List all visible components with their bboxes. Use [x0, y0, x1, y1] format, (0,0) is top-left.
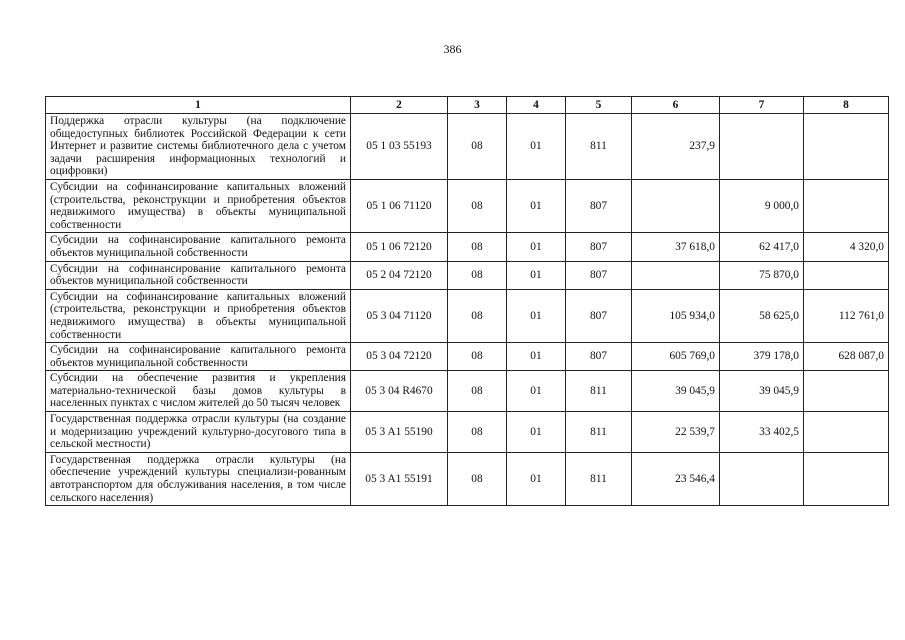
row-description: Субсидии на софинансирование капитального ремонта объектов муниципальной собственности	[46, 233, 351, 261]
row-code: 05 3 A1 55191	[351, 452, 448, 505]
row-value-8: 4 320,0	[804, 233, 889, 261]
row-section: 08	[448, 114, 507, 180]
row-code: 05 1 06 72120	[351, 233, 448, 261]
row-expense-type: 811	[566, 452, 632, 505]
table-row	[46, 412, 889, 453]
row-value-8: 112 761,0	[804, 289, 889, 342]
row-subsection: 01	[507, 233, 566, 261]
row-expense-type: 811	[566, 371, 632, 412]
row-value-6	[632, 261, 720, 289]
row-value-8	[804, 371, 889, 412]
page-number: 386	[443, 42, 462, 56]
row-value-6: 605 769,0	[632, 343, 720, 371]
row-expense-type: 807	[566, 233, 632, 261]
row-value-7: 39 045,9	[720, 371, 804, 412]
row-code: 05 2 04 72120	[351, 261, 448, 289]
row-value-8	[804, 261, 889, 289]
row-description: Субсидии на софинансирование капитального ремонта объектов муниципальной собственности	[46, 343, 351, 371]
row-description: Поддержка отрасли культуры (на подключение общедоступных библиотек Российской Федерации к сети Интернет и развитие системы библиотечного дела с учетом задачи расширения информационных технологий и оцифровки)	[46, 114, 351, 180]
table-row	[46, 371, 889, 412]
row-section: 08	[448, 452, 507, 505]
row-section: 08	[448, 371, 507, 412]
row-value-6: 23 546,4	[632, 452, 720, 505]
row-code: 05 1 06 71120	[351, 179, 448, 232]
row-code: 05 3 04 72120	[351, 343, 448, 371]
row-section: 08	[448, 412, 507, 453]
header-cell: 6	[632, 97, 720, 114]
row-description: Государственная поддержка отрасли культуры (на обеспечение учреждений культуры специализи-рованным автотранспортом для обслуживания населения, в том числе сельского населения)	[46, 452, 351, 505]
row-value-6: 39 045,9	[632, 371, 720, 412]
row-value-7: 62 417,0	[720, 233, 804, 261]
row-expense-type: 807	[566, 343, 632, 371]
row-expense-type: 807	[566, 179, 632, 232]
header-cell: 8	[804, 97, 889, 114]
row-description: Субсидии на софинансирование капитальных вложений (строительства, реконструкции и приобретения объектов недвижимого имущества) в объекты муниципальной собственности	[46, 289, 351, 342]
row-section: 08	[448, 289, 507, 342]
row-value-7: 9 000,0	[720, 179, 804, 232]
row-value-6: 105 934,0	[632, 289, 720, 342]
row-subsection: 01	[507, 261, 566, 289]
row-value-6: 22 539,7	[632, 412, 720, 453]
row-value-6	[632, 179, 720, 232]
row-section: 08	[448, 233, 507, 261]
row-expense-type: 811	[566, 412, 632, 453]
row-value-8: 628 087,0	[804, 343, 889, 371]
row-value-7: 75 870,0	[720, 261, 804, 289]
row-description: Субсидии на софинансирование капитальных вложений (строительства, реконструкции и приобретения объектов недвижимого имущества) в объекты муниципальной собственности	[46, 179, 351, 232]
header-cell: 3	[448, 97, 507, 114]
row-value-6: 237,9	[632, 114, 720, 180]
row-subsection: 01	[507, 412, 566, 453]
row-value-7	[720, 114, 804, 180]
header-cell: 5	[566, 97, 632, 114]
row-description: Государственная поддержка отрасли культуры (на создание и модернизацию учреждений культурно-досугового типа в сельской местности)	[46, 412, 351, 453]
row-expense-type: 807	[566, 261, 632, 289]
row-value-8	[804, 179, 889, 232]
row-code: 05 3 A1 55190	[351, 412, 448, 453]
table-row	[46, 261, 889, 289]
row-value-8	[804, 452, 889, 505]
row-subsection: 01	[507, 289, 566, 342]
row-code: 05 3 04 R4670	[351, 371, 448, 412]
row-section: 08	[448, 343, 507, 371]
row-value-7: 33 402,5	[720, 412, 804, 453]
row-value-6: 37 618,0	[632, 233, 720, 261]
table-row	[46, 289, 889, 342]
row-subsection: 01	[507, 452, 566, 505]
row-subsection: 01	[507, 343, 566, 371]
header-row	[46, 97, 889, 114]
row-expense-type: 811	[566, 114, 632, 180]
row-expense-type: 807	[566, 289, 632, 342]
row-subsection: 01	[507, 114, 566, 180]
row-subsection: 01	[507, 371, 566, 412]
header-cell: 7	[720, 97, 804, 114]
table-row	[46, 114, 889, 180]
row-value-7: 58 625,0	[720, 289, 804, 342]
row-section: 08	[448, 261, 507, 289]
header-cell: 1	[46, 97, 351, 114]
header-cell: 4	[507, 97, 566, 114]
budget-table	[45, 96, 889, 506]
row-value-7: 379 178,0	[720, 343, 804, 371]
row-section: 08	[448, 179, 507, 232]
row-value-8	[804, 114, 889, 180]
table-row	[46, 179, 889, 232]
row-code: 05 1 03 55193	[351, 114, 448, 180]
header-cell: 2	[351, 97, 448, 114]
row-description: Субсидии на софинансирование капитального ремонта объектов муниципальной собственности	[46, 261, 351, 289]
row-value-8	[804, 412, 889, 453]
row-code: 05 3 04 71120	[351, 289, 448, 342]
row-subsection: 01	[507, 179, 566, 232]
row-description: Субсидии на обеспечение развития и укрепления материально-технической базы домов культуры в населенных пунктах с числом жителей до 50 тысяч человек	[46, 371, 351, 412]
table-row	[46, 233, 889, 261]
table-row	[46, 343, 889, 371]
table-row	[46, 452, 889, 505]
row-value-7	[720, 452, 804, 505]
